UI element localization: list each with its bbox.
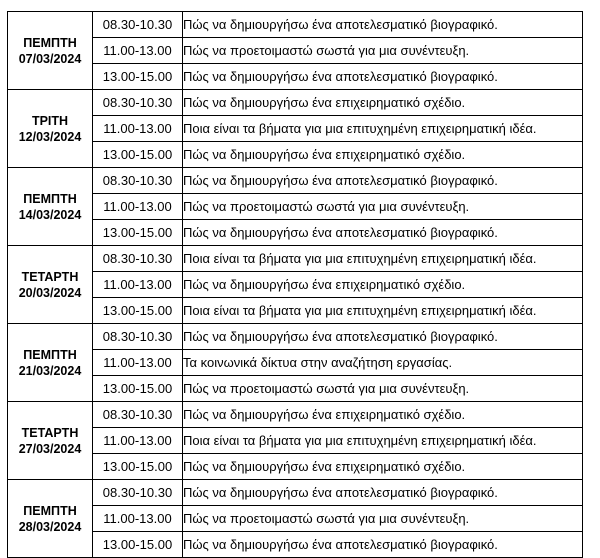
table-row (8, 454, 583, 480)
description-cell: Πώς να προετοιμαστώ σωστά για μια συνέντευξη. (183, 376, 583, 402)
date-cell (8, 246, 93, 324)
day-date: 28/03/2024 (18, 519, 82, 534)
table-row (8, 168, 583, 194)
table-row (8, 246, 583, 272)
time-cell: 11.00-13.00 (93, 350, 183, 376)
date-cell (8, 168, 93, 246)
description-cell: Πώς να προετοιμαστώ σωστά για μια συνέντευξη. (183, 506, 583, 532)
table-row (8, 532, 583, 558)
time-cell: 11.00-13.00 (93, 38, 183, 64)
date-cell (8, 480, 93, 558)
time-cell: 08.30-10.30 (93, 90, 183, 116)
day-name: ΤΡΙΤΗ (31, 113, 69, 128)
description-cell: Πώς να δημιουργήσω ένα αποτελεσματικό βιογραφικό. (183, 12, 583, 38)
day-date: 27/03/2024 (18, 441, 82, 456)
description-cell: Ποια είναι τα βήματα για μια επιτυχημένη επιχειρηματική ιδέα. (183, 428, 583, 454)
description-cell: Ποια είναι τα βήματα για μια επιτυχημένη επιχειρηματική ιδέα. (183, 116, 583, 142)
time-cell: 11.00-13.00 (93, 272, 183, 298)
day-date: 12/03/2024 (18, 129, 82, 144)
time-cell: 13.00-15.00 (93, 220, 183, 246)
table-row (8, 90, 583, 116)
time-cell: 13.00-15.00 (93, 376, 183, 402)
table-row (8, 194, 583, 220)
day-name: ΤΕΤΑΡΤΗ (21, 269, 79, 284)
description-cell: Πώς να δημιουργήσω ένα επιχειρηματικό σχέδιο. (183, 402, 583, 428)
day-date: 21/03/2024 (18, 363, 82, 378)
table-row (8, 220, 583, 246)
description-cell: Πώς να προετοιμαστώ σωστά για μια συνέντευξη. (183, 38, 583, 64)
day-date: 14/03/2024 (18, 207, 82, 222)
table-row (8, 350, 583, 376)
time-cell: 13.00-15.00 (93, 64, 183, 90)
time-cell: 13.00-15.00 (93, 532, 183, 558)
time-cell: 13.00-15.00 (93, 298, 183, 324)
description-cell: Πώς να δημιουργήσω ένα αποτελεσματικό βιογραφικό. (183, 324, 583, 350)
table-row (8, 298, 583, 324)
table-row (8, 272, 583, 298)
table-row (8, 480, 583, 506)
day-name: ΠΕΜΠΤΗ (23, 503, 77, 518)
date-cell (8, 12, 93, 90)
day-name: ΠΕΜΠΤΗ (23, 191, 77, 206)
table-row (8, 116, 583, 142)
description-cell: Πώς να δημιουργήσω ένα επιχειρηματικό σχέδιο. (183, 454, 583, 480)
time-cell: 08.30-10.30 (93, 12, 183, 38)
description-cell: Πώς να δημιουργήσω ένα επιχειρηματικό σχέδιο. (183, 272, 583, 298)
time-cell: 11.00-13.00 (93, 428, 183, 454)
time-cell: 11.00-13.00 (93, 116, 183, 142)
day-date: 20/03/2024 (18, 285, 82, 300)
description-cell: Πώς να δημιουργήσω ένα αποτελεσματικό βιογραφικό. (183, 220, 583, 246)
description-cell: Πώς να δημιουργήσω ένα αποτελεσματικό βιογραφικό. (183, 532, 583, 558)
description-cell: Ποια είναι τα βήματα για μια επιτυχημένη επιχειρηματική ιδέα. (183, 298, 583, 324)
table-row (8, 38, 583, 64)
seminar-schedule-table (7, 11, 583, 558)
description-cell: Τα κοινωνικά δίκτυα στην αναζήτηση εργασίας. (183, 350, 583, 376)
table-row (8, 402, 583, 428)
time-cell: 11.00-13.00 (93, 194, 183, 220)
description-cell: Πώς να δημιουργήσω ένα επιχειρηματικό σχέδιο. (183, 90, 583, 116)
time-cell: 08.30-10.30 (93, 402, 183, 428)
description-cell: Πώς να δημιουργήσω ένα αποτελεσματικό βιογραφικό. (183, 168, 583, 194)
day-name: ΠΕΜΠΤΗ (23, 347, 77, 362)
table-row (8, 12, 583, 38)
description-cell: Πώς να δημιουργήσω ένα αποτελεσματικό βιογραφικό. (183, 64, 583, 90)
time-cell: 13.00-15.00 (93, 142, 183, 168)
description-cell: Πώς να προετοιμαστώ σωστά για μια συνέντευξη. (183, 194, 583, 220)
table-row (8, 428, 583, 454)
schedule-table-body (8, 12, 583, 558)
time-cell: 08.30-10.30 (93, 324, 183, 350)
table-row (8, 324, 583, 350)
time-cell: 11.00-13.00 (93, 506, 183, 532)
date-cell (8, 90, 93, 168)
description-cell: Ποια είναι τα βήματα για μια επιτυχημένη επιχειρηματική ιδέα. (183, 246, 583, 272)
description-cell: Πώς να δημιουργήσω ένα αποτελεσματικό βιογραφικό. (183, 480, 583, 506)
time-cell: 08.30-10.30 (93, 480, 183, 506)
time-cell: 08.30-10.30 (93, 168, 183, 194)
day-name: ΠΕΜΠΤΗ (23, 35, 77, 50)
day-name: ΤΕΤΑΡΤΗ (21, 425, 79, 440)
date-cell (8, 324, 93, 402)
table-row (8, 64, 583, 90)
time-cell: 08.30-10.30 (93, 246, 183, 272)
time-cell: 13.00-15.00 (93, 454, 183, 480)
date-cell (8, 402, 93, 480)
table-row (8, 506, 583, 532)
table-row (8, 142, 583, 168)
description-cell: Πώς να δημιουργήσω ένα επιχειρηματικό σχέδιο. (183, 142, 583, 168)
table-row (8, 376, 583, 402)
day-date: 07/03/2024 (18, 51, 82, 66)
schedule-container (7, 11, 582, 558)
